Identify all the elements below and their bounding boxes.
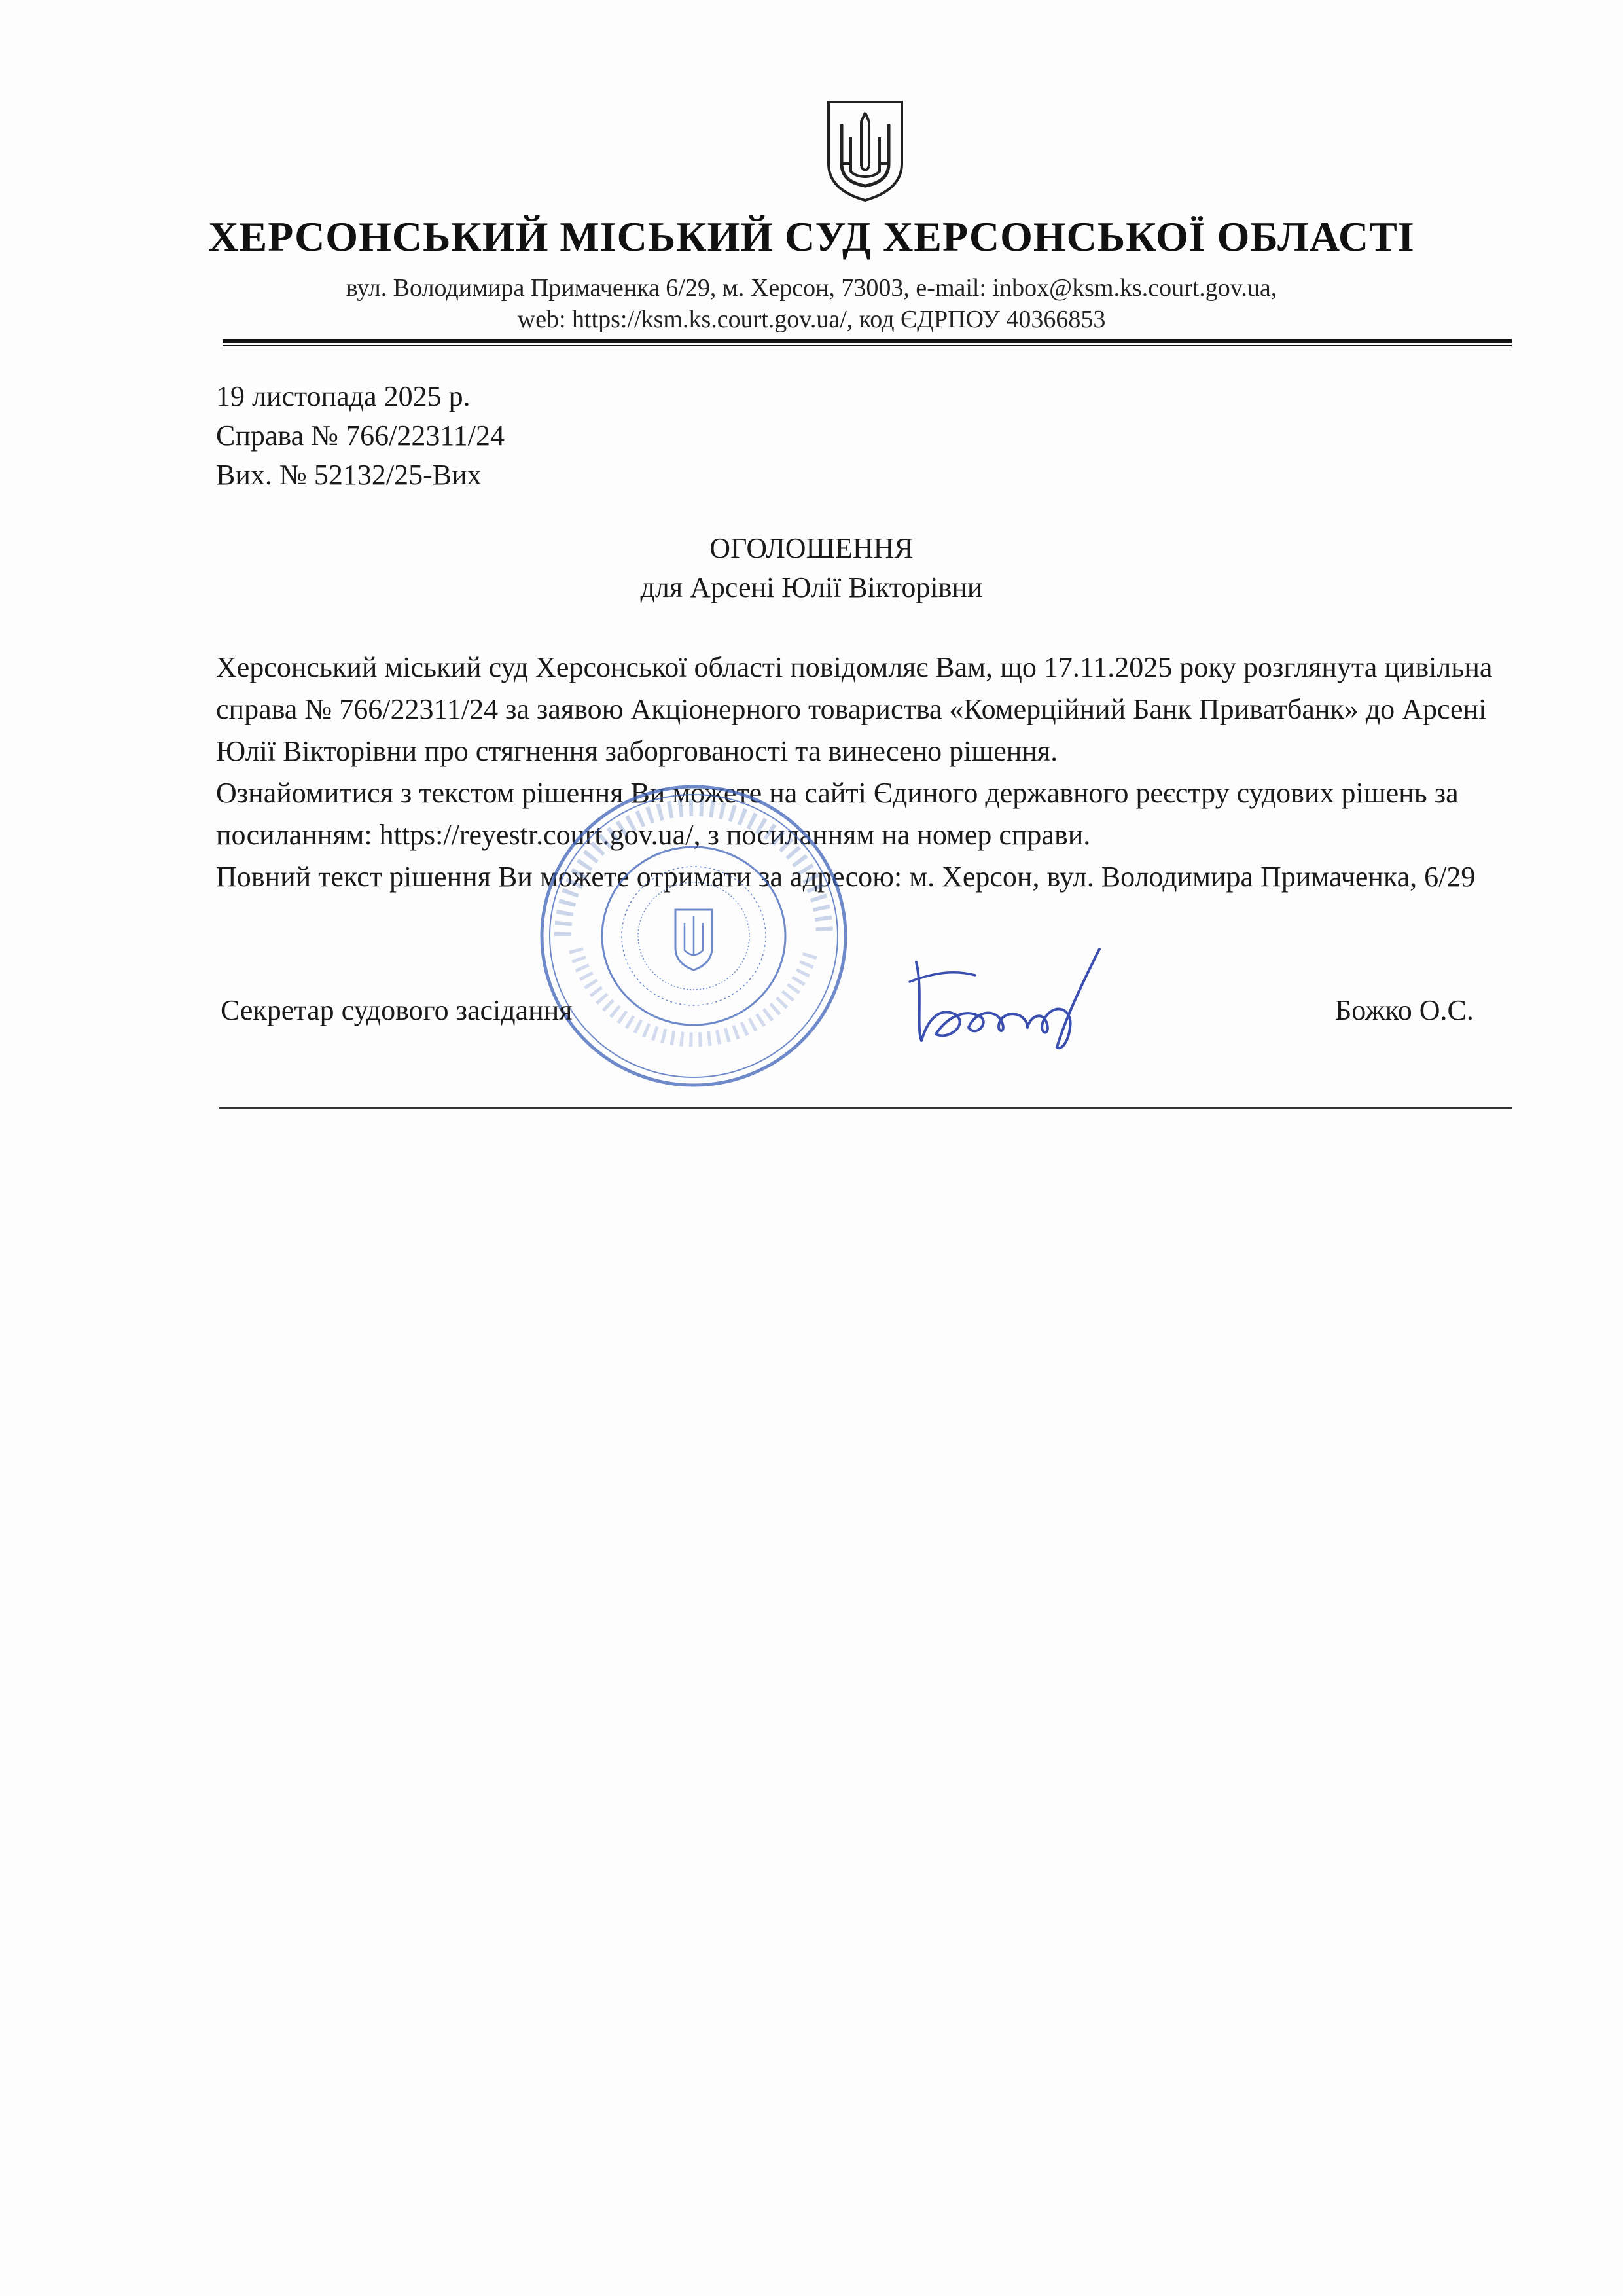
- body-paragraph-decision: Херсонський міський суд Херсонської області повідомляє Вам, що 17.11.2025 року розглянута цивільна справа № 766/22311/24 за заявою Акціонерного товариства «Комерційний Банк Приватбанк» до Арсені Юлії Вікторівни про стягнення заборгованості та винесено рішення.: [216, 651, 1493, 767]
- outgoing-number: Вих. № 52132/25-Вих: [216, 459, 482, 491]
- header-divider-thick: [223, 339, 1512, 343]
- signatory-name: Божко О.С.: [1335, 994, 1474, 1026]
- body-paragraph-registry: Ознайомитися з текстом рішення Ви можете на сайті Єдиного державного реєстру судових рішень за посиланням: https://reyestr.court.gov.ua/, з посиланням на номер справи.: [216, 777, 1459, 851]
- header-divider-thin: [223, 345, 1512, 346]
- notice-title: ОГОЛОШЕННЯ: [709, 532, 914, 564]
- footer-divider: [219, 1107, 1512, 1109]
- handwritten-signature: [897, 936, 1132, 1060]
- court-seal-stamp: [537, 779, 851, 1093]
- signatory-role: Секретар судового засідання: [221, 994, 573, 1026]
- notice-recipient: для Арсені Юлії Вікторівни: [640, 571, 983, 603]
- body-paragraph-address: Повний текст рішення Ви можете отримати за адресою: м. Херсон, вул. Володимира Примаченка, 6/29: [216, 861, 1476, 893]
- case-number: Справа № 766/22311/24: [216, 420, 505, 452]
- court-web-line: web: https://ksm.ks.court.gov.ua/, код ЄДРПОУ 40366853: [517, 306, 1106, 333]
- notice-body: [216, 647, 1512, 898]
- ukraine-trident-emblem-icon: [823, 98, 907, 203]
- court-address-line: вул. Володимира Примаченка 6/29, м. Херсон, 73003, e-mail: inbox@ksm.ks.court.gov.ua,: [346, 274, 1277, 302]
- document-date: 19 листопада 2025 р.: [216, 380, 471, 412]
- court-name-heading: ХЕРСОНСЬКИЙ МІСЬКИЙ СУД ХЕРСОНСЬКОЇ ОБЛАСТІ: [208, 213, 1415, 260]
